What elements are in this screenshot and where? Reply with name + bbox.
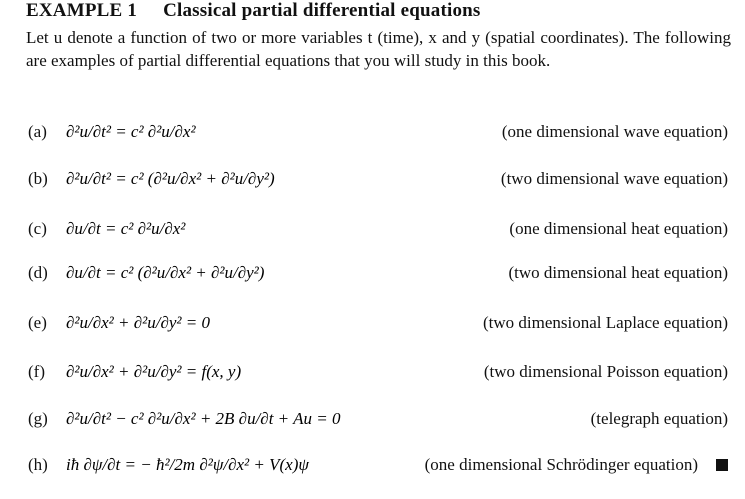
equation-description: (one dimensional wave equation)	[501, 122, 728, 141]
equation-description: (two dimensional Laplace equation)	[483, 313, 728, 332]
example-title: Classical partial differential equations	[163, 0, 481, 21]
equation-label: (f)	[28, 362, 45, 381]
equation-label: (e)	[28, 313, 47, 332]
equation-formula-text: ∂²u/∂x² + ∂²u/∂y² = 0	[66, 313, 210, 332]
end-of-example-square-icon	[716, 459, 728, 471]
equation-formula	[66, 442, 366, 488]
equation-label: (h)	[28, 455, 48, 474]
example-number: EXAMPLE 1	[26, 0, 138, 21]
equation-formula	[66, 300, 266, 346]
equation-description: (one dimensional Schrödinger equation)	[424, 455, 698, 474]
equation-label: (b)	[28, 169, 48, 188]
equation-row-c	[28, 206, 728, 252]
equation-formula	[66, 396, 386, 442]
intro-paragraph: Let u denote a function of two or more variables t (time), x and y (spatial coordinates). The following are examples of partial differential equations that you will study in this book.	[26, 28, 731, 70]
equation-label: (g)	[28, 409, 48, 428]
equation-formula-text: ∂²u/∂t² − c² ∂²u/∂x² + 2B ∂u/∂t + Au = 0	[66, 409, 341, 428]
equation-formula-text: ∂u/∂t = c² ∂²u/∂x²	[66, 219, 186, 238]
equation-label: (c)	[28, 219, 47, 238]
equation-row-h	[28, 442, 728, 488]
equation-formula-text: ∂²u/∂t² = c² (∂²u/∂x² + ∂²u/∂y²)	[66, 169, 275, 188]
equation-description: (two dimensional wave equation)	[500, 169, 728, 188]
equation-formula	[66, 206, 226, 252]
example-heading	[26, 0, 481, 22]
equation-description-wrap	[425, 455, 728, 475]
equation-row-e	[28, 300, 728, 346]
equation-label: (d)	[28, 263, 48, 282]
equation-row-a	[28, 109, 728, 155]
equation-description: (one dimensional heat equation)	[509, 219, 728, 238]
equation-description: (telegraph equation)	[590, 409, 728, 428]
equation-formula	[66, 156, 326, 202]
equation-row-f	[28, 349, 728, 395]
equation-row-g	[28, 396, 728, 442]
equation-label: (a)	[28, 122, 47, 141]
equation-formula-text: ∂²u/∂t² = c² ∂²u/∂x²	[66, 122, 196, 141]
equation-formula-text: ∂u/∂t = c² (∂²u/∂x² + ∂²u/∂y²)	[66, 263, 265, 282]
equation-row-b	[28, 156, 728, 202]
equation-formula	[66, 109, 226, 155]
equation-formula	[66, 250, 326, 296]
equation-row-d	[28, 250, 728, 296]
equation-formula-text: iħ ∂ψ/∂t = − ħ²/2m ∂²ψ/∂x² + V(x)ψ	[66, 455, 309, 474]
equation-formula	[66, 349, 296, 395]
equation-description: (two dimensional heat equation)	[508, 263, 728, 282]
equation-description: (two dimensional Poisson equation)	[483, 362, 728, 381]
equation-formula-text: ∂²u/∂x² + ∂²u/∂y² = f(x, y)	[66, 362, 242, 381]
